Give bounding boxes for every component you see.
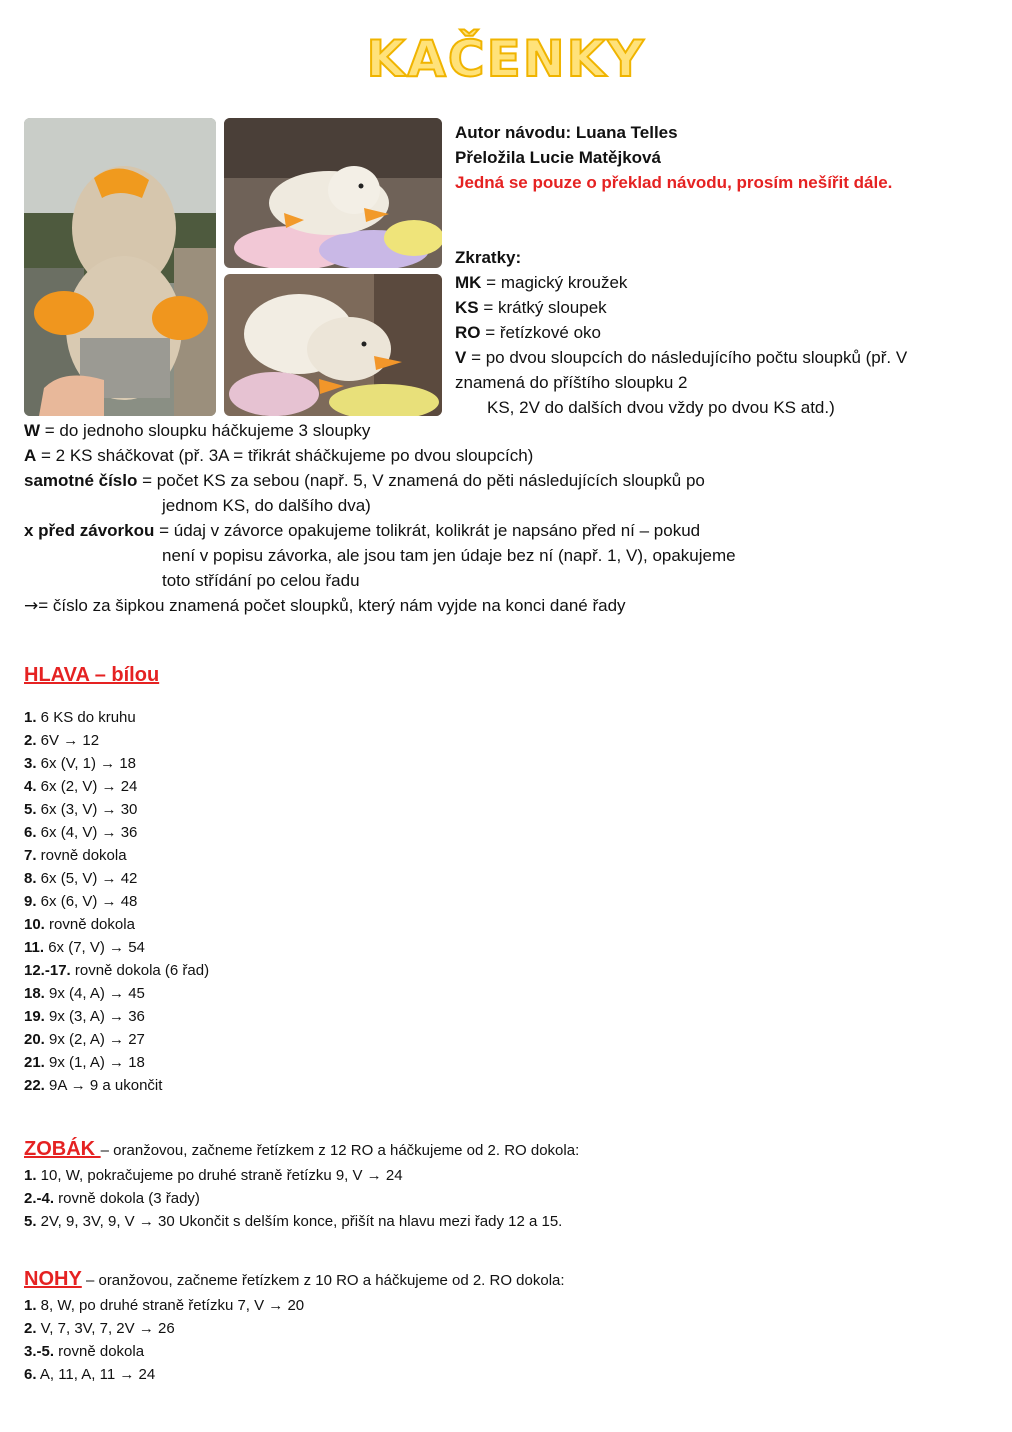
abbr-x-cont2: toto střídání po celou řadu	[162, 571, 360, 590]
abbr-item-number: samotné číslo = počet KS za sebou (např. 5, V znamená do pěti následujících sloupků po	[24, 471, 705, 490]
row-text: rovně dokola	[44, 916, 135, 933]
abbr-item-w: W = do jednoho sloupku háčkujeme 3 sloupky	[24, 421, 371, 440]
row-text: 6 KS do kruhu	[36, 709, 136, 726]
hlava-row	[24, 798, 209, 821]
row-number: 22.	[24, 1077, 45, 1094]
row-text: rovně dokola (3 řady)	[54, 1190, 200, 1207]
row-text: V, 7, 3V, 7, 2V → 26	[36, 1320, 175, 1337]
warning-note: Jedná se pouze o překlad návodu, prosím nešířit dále.	[455, 173, 893, 192]
zobak-row	[24, 1164, 562, 1187]
row-text: 2V, 9, 3V, 9, V → 30 Ukončit s delším konce, přišít na hlavu mezi řady 12 a 15.	[36, 1213, 563, 1230]
abbr-item-mk: MK = magický kroužek	[455, 273, 628, 292]
row-text: 6V → 12	[36, 732, 100, 749]
row-number: 10.	[24, 916, 45, 933]
row-text: 6x (4, V) → 36	[36, 824, 138, 841]
row-text: 6x (5, V) → 42	[36, 870, 138, 887]
hlava-row	[24, 890, 209, 913]
row-text: 8, W, po druhé straně řetízku 7, V → 20	[36, 1297, 305, 1314]
abbr-item-x: x před závorkou = údaj v závorce opakujeme tolikrát, kolikrát je napsáno před ní – pokud	[24, 521, 701, 540]
section-nohy-title: NOHY	[24, 1268, 82, 1290]
row-number: 2.-4.	[24, 1190, 55, 1207]
row-text: 9x (1, A) → 18	[44, 1054, 145, 1071]
row-number: 7.	[24, 847, 37, 864]
hlava-row	[24, 844, 209, 867]
hlava-row	[24, 959, 209, 982]
abbr-item-ro: RO = řetízkové oko	[455, 323, 601, 342]
hlava-row	[24, 867, 209, 890]
row-number: 6.	[24, 1366, 37, 1383]
abbr-item-arrow: →= číslo za šipkou znamená počet sloupků, který nám vyjde na konci dané řady	[24, 596, 626, 616]
nohy-row	[24, 1340, 304, 1363]
row-number: 4.	[24, 778, 37, 795]
section-zobak-title: ZOBÁK	[24, 1138, 101, 1160]
row-number: 5.	[24, 801, 37, 818]
hlava-row	[24, 1074, 209, 1097]
row-number: 21.	[24, 1054, 45, 1071]
row-number: 6.	[24, 824, 37, 841]
author: Autor návodu: Luana Telles	[455, 123, 678, 142]
row-number: 20.	[24, 1031, 45, 1048]
row-number: 3.-5.	[24, 1343, 55, 1360]
row-number: 11.	[24, 939, 45, 956]
nohy-row	[24, 1363, 304, 1386]
photo-collage	[24, 118, 442, 416]
row-text: rovně dokola	[54, 1343, 145, 1360]
section-zobak-header	[24, 1136, 579, 1164]
bottom-right-duck-photo	[224, 274, 442, 416]
row-number: 12.-17.	[24, 962, 71, 979]
row-number: 1.	[24, 709, 37, 726]
abbr-item-ks: KS = krátký sloupek	[455, 298, 607, 317]
row-number: 18.	[24, 985, 45, 1002]
row-number: 5.	[24, 1213, 37, 1230]
hlava-row	[24, 752, 209, 775]
abbr-item-a: A = 2 KS sháčkovat (př. 3A = třikrát sháčkujeme po dvou sloupcích)	[24, 446, 534, 465]
row-text: 9A → 9 a ukončit	[44, 1077, 163, 1094]
hlava-row	[24, 729, 209, 752]
row-number: 3.	[24, 755, 37, 772]
row-number: 1.	[24, 1297, 37, 1314]
hlava-row	[24, 982, 209, 1005]
row-number: 8.	[24, 870, 37, 887]
section-zobak-intro: – oranžovou, začneme řetízkem z 12 RO a háčkujeme od 2. RO dokola:	[100, 1142, 580, 1159]
nohy-row	[24, 1294, 304, 1317]
hlava-row	[24, 1005, 209, 1028]
nohy-row	[24, 1317, 304, 1340]
row-number: 1.	[24, 1167, 37, 1184]
row-number: 2.	[24, 732, 37, 749]
row-text: 10, W, pokračujeme po druhé straně řetízku 9, V → 24	[36, 1167, 403, 1184]
arrow-icon: →	[24, 596, 39, 616]
abbr-v-cont2: KS, 2V do dalších dvou vždy po dvou KS atd.)	[487, 398, 835, 417]
hlava-row	[24, 706, 209, 729]
main-duck-photo	[24, 118, 216, 416]
top-right-duck-photo	[224, 118, 442, 268]
row-text: A, 11, A, 11 → 24	[36, 1366, 156, 1383]
hlava-row	[24, 936, 209, 959]
zobak-row	[24, 1210, 562, 1233]
hlava-row	[24, 913, 209, 936]
row-text: 9x (3, A) → 36	[44, 1008, 145, 1025]
section-hlava-title: HLAVA – bílou	[24, 664, 160, 686]
row-text: 6x (6, V) → 48	[36, 893, 138, 910]
row-text: 6x (2, V) → 24	[36, 778, 138, 795]
row-text: 9x (4, A) → 45	[44, 985, 145, 1002]
row-number: 9.	[24, 893, 37, 910]
abbr-item-v: V = po dvou sloupcích do následujícího počtu sloupků (př. V	[455, 348, 908, 367]
abbr-number-cont: jednom KS, do dalšího dva)	[162, 496, 371, 515]
hlava-row	[24, 1028, 209, 1051]
row-number: 19.	[24, 1008, 45, 1025]
zobak-row	[24, 1187, 562, 1210]
row-number: 2.	[24, 1320, 37, 1337]
info-block	[455, 120, 985, 420]
row-text: rovně dokola	[36, 847, 127, 864]
section-hlava-rows	[24, 706, 209, 1097]
hlava-row	[24, 1051, 209, 1074]
row-text: 9x (2, A) → 27	[44, 1031, 145, 1048]
abbr-x-cont1: není v popisu závorka, ale jsou tam jen údaje bez ní (např. 1, V), opakujeme	[162, 546, 736, 565]
page-title: KAČENKY	[366, 30, 646, 88]
row-text: 6x (7, V) → 54	[44, 939, 145, 956]
section-nohy-header	[24, 1266, 565, 1294]
section-nohy-rows	[24, 1294, 304, 1386]
hlava-row	[24, 775, 209, 798]
section-nohy-intro: – oranžovou, začneme řetízkem z 10 RO a háčkujeme od 2. RO dokola:	[81, 1272, 565, 1289]
abbr-heading: Zkratky:	[455, 248, 522, 267]
abbr-v-cont1: znamená do příštího sloupku 2	[455, 373, 688, 392]
row-text: 6x (3, V) → 30	[36, 801, 138, 818]
abbr-continued	[24, 418, 984, 619]
translator: Přeložila Lucie Matějková	[455, 148, 661, 167]
row-text: rovně dokola (6 řad)	[70, 962, 210, 979]
hlava-row	[24, 821, 209, 844]
row-text: 6x (V, 1) → 18	[36, 755, 137, 772]
section-zobak-rows	[24, 1164, 562, 1233]
